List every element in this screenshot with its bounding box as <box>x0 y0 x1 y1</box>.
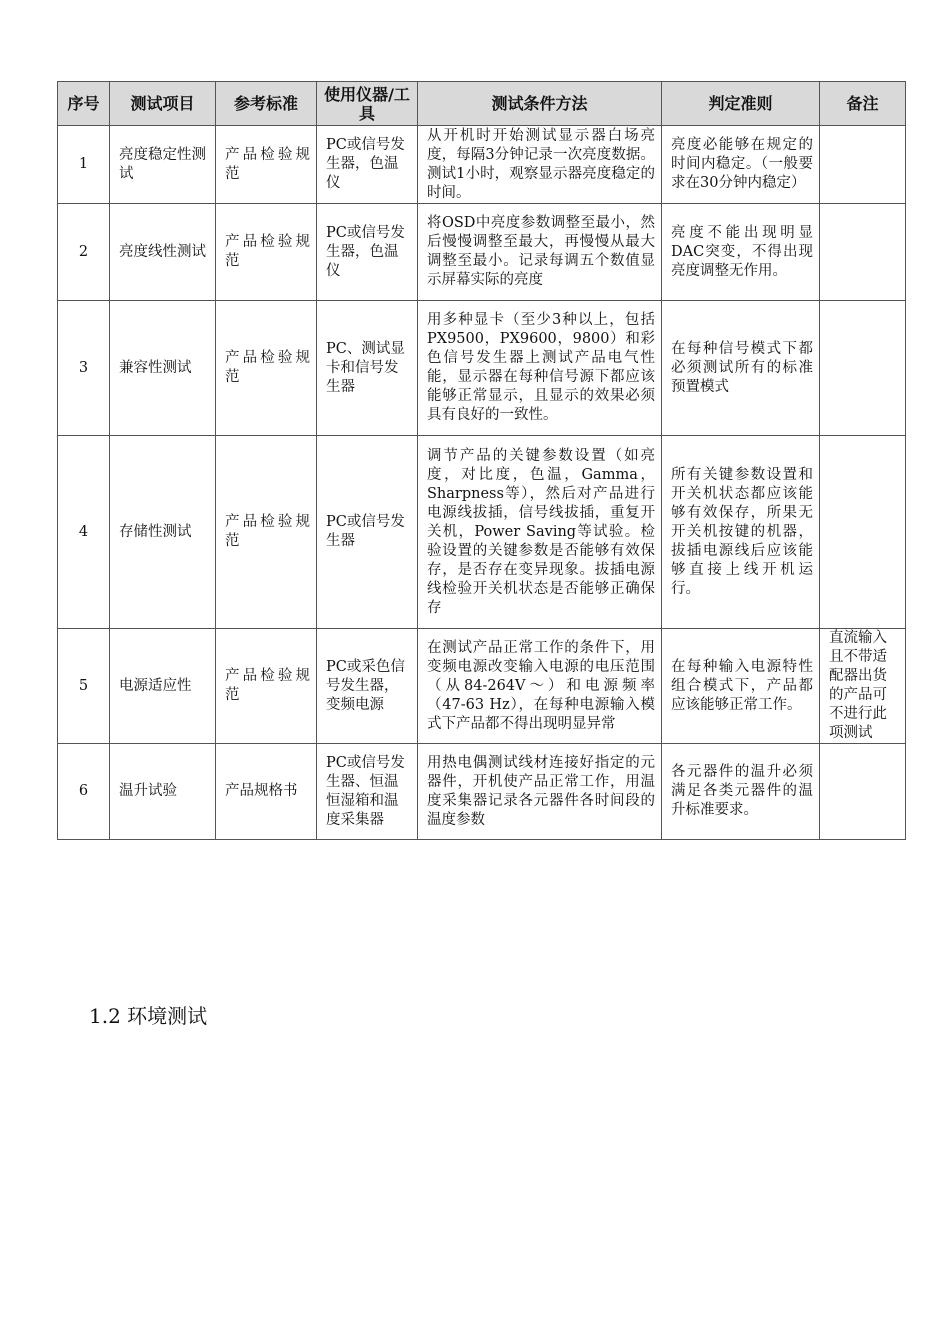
row-item <box>110 126 216 204</box>
row-standard-text: 产品检验规范 <box>225 668 310 703</box>
row-item-text: 亮度稳定性测试 <box>119 146 206 182</box>
row-standard-text: 产品规格书 <box>225 783 298 799</box>
table-header <box>58 82 906 126</box>
row-standard <box>216 436 317 629</box>
row-criteria-text: 亮度不能出现明显DAC突变，不得出现亮度调整无作用。 <box>671 224 813 279</box>
row-method-text: 在测试产品正常工作的条件下，用变频电源改变输入电源的电压范围（从84-264V～）和电源频率（47-63 Hz），在每种电源输入模式下产品都不得出现明显异常 <box>427 639 655 732</box>
header-item: 测试项目 <box>110 82 216 126</box>
row-instrument <box>317 301 418 436</box>
row-criteria-text: 在每种输入电源特性组合模式下，产品都应该能够正常工作。 <box>671 658 813 713</box>
row-criteria <box>662 629 820 744</box>
row-standard <box>216 301 317 436</box>
row-remarks <box>820 126 906 204</box>
row-method-text: 用多种显卡（至少3种以上，包括PX9500，PX9600，9800）和彩色信号发生器上测试产品电气性能，显示器在每种信号源下都应该能够正常显示，且显示的效果必须具有良好的一致性。 <box>427 312 655 423</box>
row-item <box>110 436 216 629</box>
row-remarks <box>820 436 906 629</box>
test-spec-table <box>57 81 906 840</box>
row-standard-text: 产品检验规范 <box>225 146 310 182</box>
row-standard <box>216 204 317 301</box>
row-index: 2 <box>58 204 110 301</box>
row-instrument-text: PC、测试显卡和信号发生器 <box>326 340 405 395</box>
row-method <box>418 744 662 840</box>
row-item <box>110 629 216 744</box>
row-instrument-text: PC或信号发生器、恒温恒湿箱和温度采集器 <box>326 754 405 828</box>
row-method <box>418 301 662 436</box>
table-row <box>58 744 906 840</box>
row-item-text: 温升试验 <box>119 783 177 799</box>
row-criteria-text: 亮度必能够在规定的时间内稳定。（一般要求在30分钟内稳定） <box>671 137 813 191</box>
table-row <box>58 204 906 301</box>
row-standard-text: 产品检验规范 <box>225 514 310 549</box>
row-item-text: 兼容性测试 <box>119 359 192 376</box>
header-remarks: 备注 <box>820 82 906 126</box>
row-remarks-text: 直流输入且不带适配器出货的产品可不进行此项测试 <box>829 630 887 741</box>
table-row <box>58 436 906 629</box>
row-instrument <box>317 126 418 204</box>
row-instrument-text: PC或信号发生器，色温仪 <box>326 224 405 279</box>
header-criteria: 判定准则 <box>662 82 820 126</box>
header-instrument: 使用仪器/工具 <box>317 82 418 126</box>
row-method-text: 将OSD中亮度参数调整至最小，然后慢慢调整至最大，再慢慢从最大调整至最小。记录每调五个数值显示屏幕实际的亮度 <box>427 215 655 288</box>
row-index: 5 <box>58 629 110 744</box>
row-index: 3 <box>58 301 110 436</box>
row-method-text: 调节产品的关键参数设置（如亮度，对比度，色温，Gamma，Sharpness等），然后对产品进行电源线拔插，信号线拔插，重复开关机，Power Saving等试验。检验设置的关键参数是否能够有效保存，是否存在变异现象。拔插电源线检验开关机状态是否能够正确保存 <box>427 447 655 616</box>
row-method-text: 从开机时开始测试显示器白场亮度，每隔3分钟记录一次亮度数据。测试1小时，观察显示器亮度稳定的时间。 <box>427 127 655 201</box>
row-remarks <box>820 301 906 436</box>
row-standard <box>216 744 317 840</box>
table-body <box>58 126 906 840</box>
row-method <box>418 126 662 204</box>
row-criteria <box>662 744 820 840</box>
row-item-text: 存储性测试 <box>119 523 192 540</box>
row-item-text: 亮度线性测试 <box>119 243 206 260</box>
row-method-text: 用热电偶测试线材连接好指定的元器件，开机使产品正常工作，用温度采集器记录各元器件各时间段的温度参数 <box>427 754 655 828</box>
table-row <box>58 301 906 436</box>
row-instrument-text: PC或信号发生器，色温仪 <box>326 137 405 191</box>
row-index: 1 <box>58 126 110 204</box>
table-row <box>58 629 906 744</box>
row-instrument <box>317 744 418 840</box>
row-index: 6 <box>58 744 110 840</box>
header-index: 序号 <box>58 82 110 126</box>
row-item <box>110 204 216 301</box>
row-criteria <box>662 204 820 301</box>
row-instrument <box>317 204 418 301</box>
row-instrument-text: PC或采色信号发生器，变频电源 <box>326 658 405 713</box>
row-instrument-text: PC或信号发生器 <box>326 514 405 549</box>
row-criteria <box>662 126 820 204</box>
row-remarks <box>820 629 906 744</box>
row-standard <box>216 629 317 744</box>
row-instrument <box>317 629 418 744</box>
header-method: 测试条件方法 <box>418 82 662 126</box>
row-item-text: 电源适应性 <box>119 677 192 694</box>
row-index: 4 <box>58 436 110 629</box>
header-row <box>58 82 906 126</box>
row-method <box>418 629 662 744</box>
row-criteria-text: 所有关键参数设置和开关机状态都应该能够有效保存，所果无开关机按键的机器，拔插电源线后应该能够直接上线开机运行。 <box>671 466 813 597</box>
row-method <box>418 436 662 629</box>
row-criteria <box>662 436 820 629</box>
table-row <box>58 126 906 204</box>
section-heading: 1.2 环境测试 <box>89 1004 208 1028</box>
row-standard <box>216 126 317 204</box>
row-standard-text: 产品检验规范 <box>225 350 310 385</box>
row-remarks <box>820 744 906 840</box>
row-criteria-text: 在每种信号模式下都必须测试所有的标准预置模式 <box>671 340 813 395</box>
row-criteria-text: 各元器件的温升必须满足各类元器件的温升标准要求。 <box>671 764 813 818</box>
row-standard-text: 产品检验规范 <box>225 234 310 269</box>
row-item <box>110 301 216 436</box>
row-method <box>418 204 662 301</box>
row-remarks <box>820 204 906 301</box>
row-instrument <box>317 436 418 629</box>
row-item <box>110 744 216 840</box>
row-criteria <box>662 301 820 436</box>
header-standard: 参考标准 <box>216 82 317 126</box>
